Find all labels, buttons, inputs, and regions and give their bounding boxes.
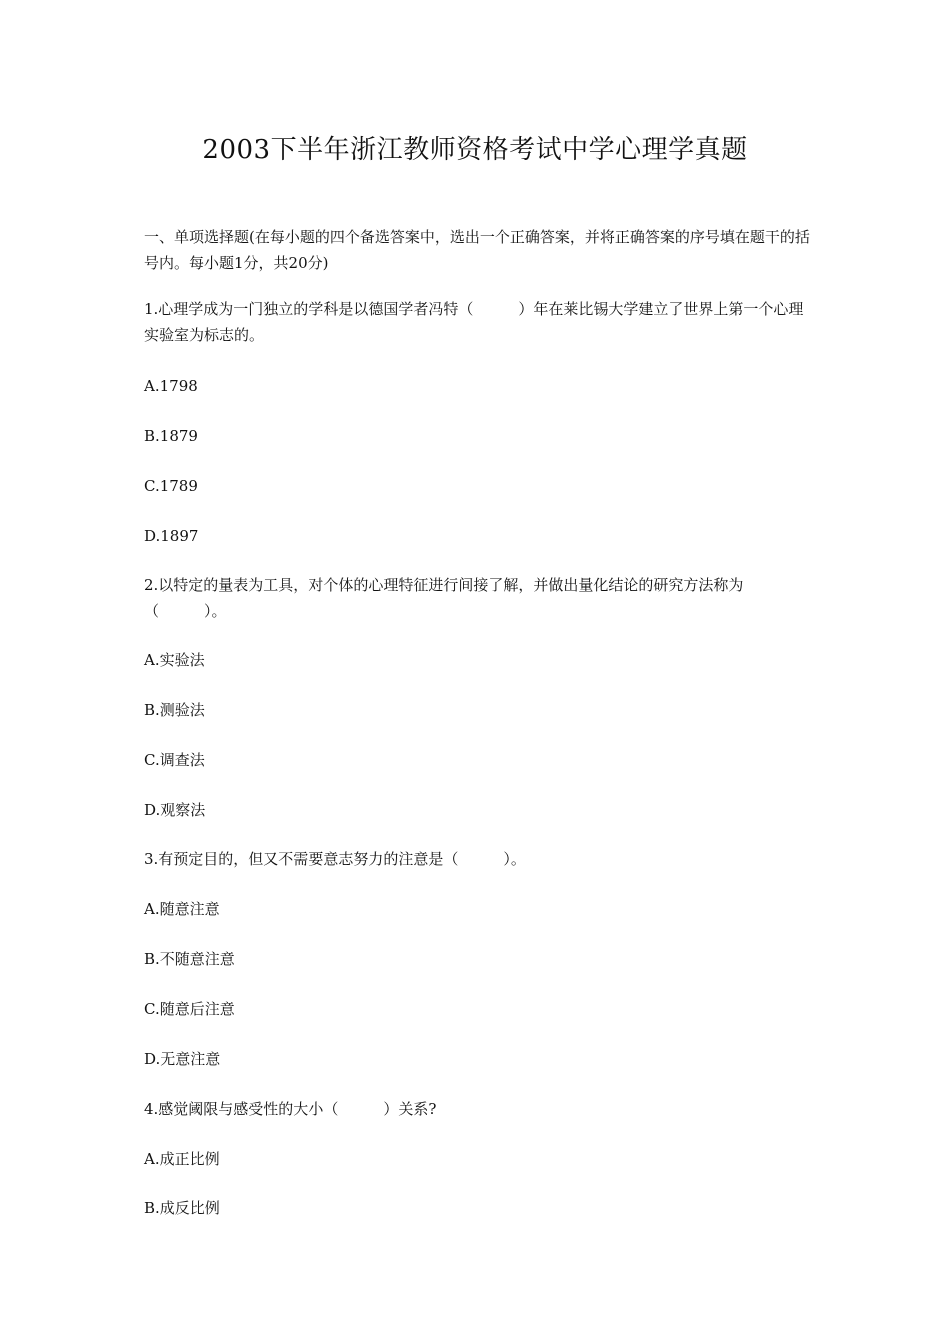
section-instruction: 一、单项选择题(在每小题的四个备选答案中，选出一个正确答案，并将正确答案的序号填在题干的括号内。每小题1分，共20分) [144,228,810,272]
option-4b: B.成反比例 [144,1199,220,1217]
option-3b: B.不随意注意 [144,950,235,968]
option-2d: D.观察法 [144,801,206,819]
question-stem-2: 2.以特定的量表为工具，对个体的心理特征进行间接了解，并做出量化结论的研究方法称为（ ）。 [144,576,744,620]
option-1d: D.1897 [144,527,199,545]
option-2c: C.调查法 [144,751,205,769]
question-stem-3: 3.有预定目的，但又不需要意志努力的注意是（ ）。 [144,850,526,868]
option-3c: C.随意后注意 [144,1000,235,1018]
question-stem-4: 4.感觉阈限与感受性的大小（ ）关系? [144,1100,437,1118]
option-2a: A.实验法 [144,651,205,669]
option-2b: B.测验法 [144,701,205,719]
option-1a: A.1798 [144,377,198,395]
option-3d: D.无意注意 [144,1050,221,1068]
option-1c: C.1789 [144,477,198,495]
question-stem-1: 1.心理学成为一门独立的学科是以德国学者冯特（ ）年在莱比锡大学建立了世界上第一个心理实验室为标志的。 [144,300,804,344]
document-title: 2003下半年浙江教师资格考试中学心理学真题 [202,135,748,165]
option-4a: A.成正比例 [144,1150,220,1168]
option-1b: B.1879 [144,427,198,445]
option-3a: A.随意注意 [144,900,220,918]
